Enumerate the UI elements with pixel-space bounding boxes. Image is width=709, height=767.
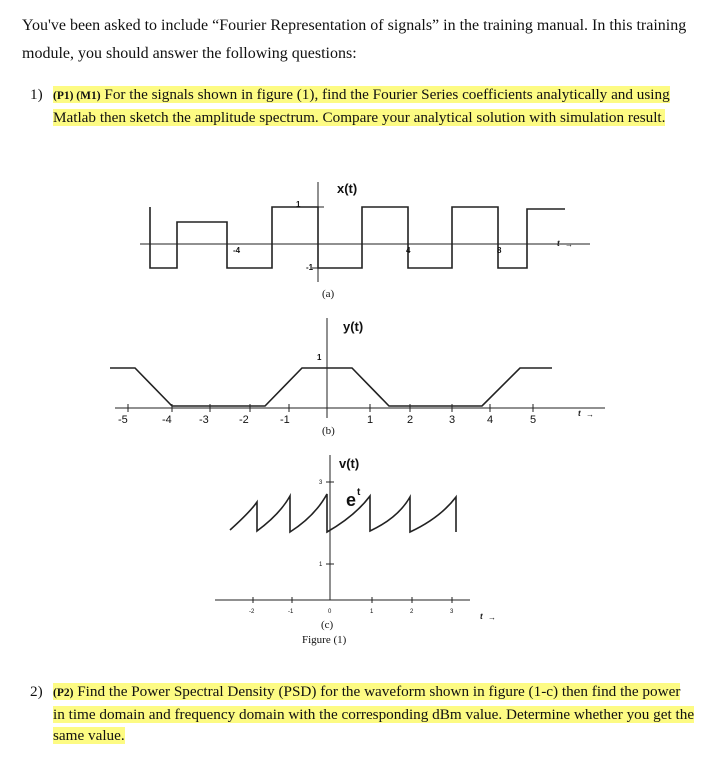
figure-b-label-one: 1 (317, 353, 322, 362)
figure-a-tick-label: 8 (497, 246, 502, 255)
figure-c-axis-arrow-icon: → (488, 613, 496, 622)
figure-c-curve-sup: t (357, 487, 361, 498)
figure-a-label-one: 1 (296, 200, 301, 209)
figure-a-tick-label: -4 (233, 246, 241, 255)
figure-b-tick-label: -3 (199, 414, 209, 426)
figure-a (140, 181, 590, 300)
figure-c-axis-label: t (480, 612, 483, 621)
figure-c-tick-label: 0 (328, 609, 332, 615)
figure-c-exp-wave (230, 494, 456, 532)
question-1-text-line1: For the signals shown in figure (1), find the Fourier Series coefficients analytically and (104, 86, 633, 103)
question-1-number: 1) (30, 86, 43, 103)
figure-a-caption: (a) (322, 288, 335, 300)
figure-b-trapezoid-wave (110, 368, 552, 406)
figure-a-title: x(t) (337, 181, 358, 196)
figure-c-tick-label: -1 (288, 609, 294, 615)
question-2-text-rest: power in time domain and frequency domain with the corresponding dBm value. Determine whether you get the same value. (53, 683, 695, 744)
figure-b-tick-label: -5 (118, 414, 128, 426)
figure-caption: Figure (1) (302, 634, 347, 646)
figure-b-axis-label: t (578, 409, 581, 418)
figure-c-curve-label: e (346, 490, 357, 510)
figure-b-tick-label: -2 (239, 414, 249, 426)
figure-c-label-one: 1 (319, 562, 323, 568)
figure-c-tick-label: -2 (249, 609, 255, 615)
figure-c-tick-label: 2 (410, 609, 414, 615)
figure-b-title: y(t) (343, 319, 364, 334)
figure-c (215, 455, 496, 631)
figure-c-tick-label: 3 (450, 609, 454, 615)
question-1-text-rest: using Matlab then sketch the amplitude spectrum. Compare your analytical solution with simulation result. (53, 86, 670, 126)
figure-b-tick-label: 3 (449, 414, 456, 426)
figure-c-tick-label: 1 (370, 609, 374, 615)
figure-c-title: v(t) (339, 456, 360, 471)
intro-paragraph: You've been asked to include “Fourier Representation of signals” in the training manual. In this training module, you should answer the following questions: (22, 17, 687, 62)
figure-c-caption: (c) (321, 619, 334, 631)
figure-b (110, 318, 605, 437)
figure-b-tick-label: 2 (407, 414, 414, 426)
figure-a-axis-label: t (557, 239, 560, 248)
figure-c-label-three: 3 (319, 480, 323, 486)
figure-a-axis-arrow-icon: → (565, 240, 573, 249)
figure-b-axis-arrow-icon: → (586, 410, 594, 419)
figure-a-tick-label: 4 (406, 246, 411, 255)
figure-b-tick-label: 5 (530, 414, 537, 426)
figure-a-label-neg-one: -1 (306, 263, 314, 272)
question-2-number: 2) (30, 683, 43, 700)
figure-b-tick-label: -1 (280, 414, 290, 426)
figure-b-tick-label: -4 (162, 414, 172, 426)
question-2-tags: (P2) (53, 687, 74, 699)
question-2-text-line1: Find the Power Spectral Density (PSD) for the waveform shown in figure (1-c) then find the (77, 683, 639, 700)
figure-b-tick-label: 1 (367, 414, 374, 426)
question-1-tags: (P1) (M1) (53, 90, 101, 102)
figure-b-caption: (b) (322, 425, 335, 437)
figure-a-square-wave (150, 207, 565, 268)
figure-b-tick-label: 4 (487, 414, 494, 426)
